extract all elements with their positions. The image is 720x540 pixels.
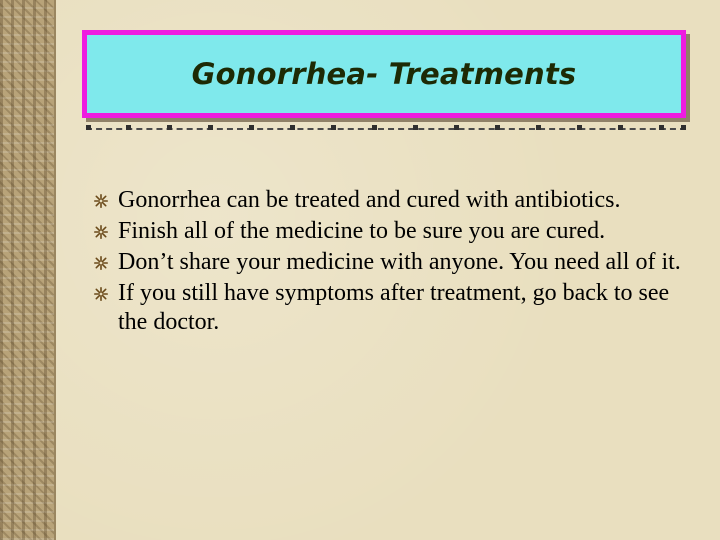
bullet-text: Gonorrhea can be treated and cured with antibiotics. bbox=[118, 187, 621, 213]
bullet-text: If you still have symptoms after treatment, go back to see the doctor. bbox=[118, 280, 670, 335]
title-box bbox=[82, 30, 686, 118]
bullet-text: Finish all of the medicine to be sure you are cured. bbox=[118, 218, 606, 244]
left-texture-border bbox=[0, 0, 56, 540]
slide-title: Gonorrhea- Treatments bbox=[191, 57, 577, 91]
bullet-item bbox=[92, 248, 702, 277]
asterisk-star-icon bbox=[94, 194, 108, 208]
asterisk-star-icon bbox=[94, 225, 108, 239]
asterisk-star-icon bbox=[94, 256, 108, 270]
asterisk-star-icon bbox=[94, 287, 108, 301]
bullet-item bbox=[92, 186, 702, 215]
bullet-text: Don’t share your medicine with anyone. You need all of it. bbox=[118, 249, 681, 275]
title-divider bbox=[86, 124, 686, 134]
bullet-list bbox=[92, 186, 702, 339]
bullet-item bbox=[92, 279, 702, 337]
bullet-item bbox=[92, 217, 702, 246]
